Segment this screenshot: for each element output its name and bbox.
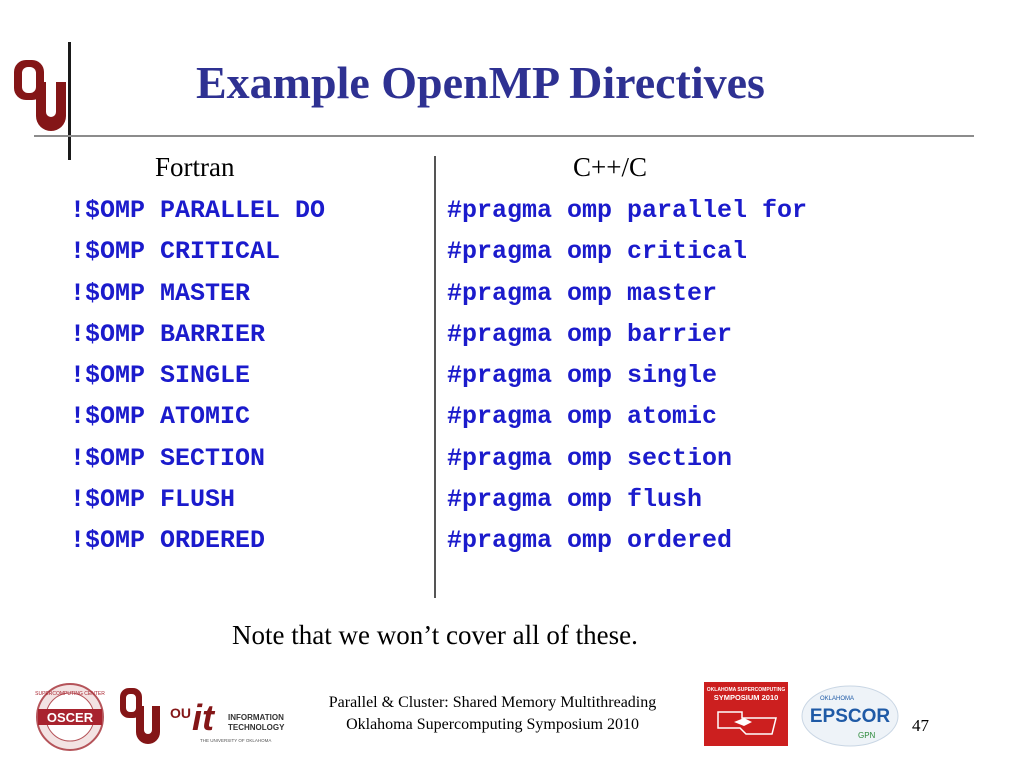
- c-column-header: C++/C: [573, 152, 647, 182]
- c-directive: #pragma omp master: [447, 278, 718, 308]
- it-logo-ou-text: OU: [170, 705, 191, 721]
- page-number: 47: [912, 716, 929, 735]
- fortran-directive: !$OMP ORDERED: [70, 526, 266, 556]
- fortran-directive-list: [70, 190, 325, 562]
- slide-title: Example OpenMP Directives: [196, 57, 765, 108]
- epscor-sub-text: GPN: [858, 731, 876, 740]
- footer-line-1: Parallel & Cluster: Shared Memory Multithreading: [328, 694, 657, 711]
- it-line1-text: INFORMATION: [228, 713, 284, 722]
- oscer-logo-text: OSCER: [46, 710, 94, 725]
- fortran-column-header: Fortran: [155, 152, 235, 182]
- it-logo-icon: [168, 690, 286, 746]
- c-directive: #pragma omp critical: [447, 237, 748, 267]
- symposium-top-text: OKLAHOMA SUPERCOMPUTING: [706, 687, 786, 693]
- it-line3-text: THE UNIVERSITY OF OKLAHOMA: [200, 738, 272, 743]
- c-directive: #pragma omp atomic: [447, 402, 718, 432]
- header-horizontal-rule: [34, 135, 974, 137]
- fortran-directive: !$OMP ATOMIC: [70, 402, 251, 432]
- column-divider: [434, 156, 436, 598]
- fortran-directive: !$OMP SECTION: [70, 443, 266, 473]
- slide-note: Note that we won’t cover all of these.: [232, 620, 638, 650]
- c-directive: #pragma omp single: [447, 361, 718, 391]
- c-directive-list: [447, 190, 807, 562]
- c-directive: #pragma omp parallel for: [447, 196, 808, 225]
- fortran-directive: !$OMP SINGLE: [70, 361, 251, 391]
- symposium-logo-icon: [704, 682, 788, 746]
- fortran-directive: !$OMP MASTER: [70, 278, 251, 308]
- it-logo-text: it: [192, 697, 214, 738]
- oscer-ring-text: SUPERCOMPUTING CENTER: [35, 691, 105, 697]
- epscor-top-text: OKLAHOMA: [820, 696, 855, 702]
- fortran-directive: !$OMP PARALLEL DO: [70, 196, 326, 225]
- oscer-logo-icon: [24, 682, 116, 752]
- c-directive: #pragma omp section: [447, 443, 733, 473]
- ou-logo-icon: [10, 52, 72, 136]
- ou-footer-logo-icon: [118, 684, 164, 750]
- c-directive: #pragma omp barrier: [447, 319, 733, 349]
- c-directive: #pragma omp flush: [447, 485, 703, 515]
- footer-text: [285, 692, 700, 736]
- fortran-directive: !$OMP BARRIER: [70, 319, 266, 349]
- fortran-directive: !$OMP CRITICAL: [70, 237, 281, 267]
- footer-line-2: Oklahoma Supercomputing Symposium 2010: [346, 716, 639, 733]
- fortran-directive: !$OMP FLUSH: [70, 485, 236, 515]
- it-line2-text: TECHNOLOGY: [228, 723, 285, 732]
- epscor-text: EPSCOR: [809, 706, 891, 727]
- symposium-main-text: SYMPOSIUM 2010: [713, 693, 779, 702]
- c-directive: #pragma omp ordered: [447, 526, 733, 556]
- epscor-logo-icon: [800, 684, 900, 748]
